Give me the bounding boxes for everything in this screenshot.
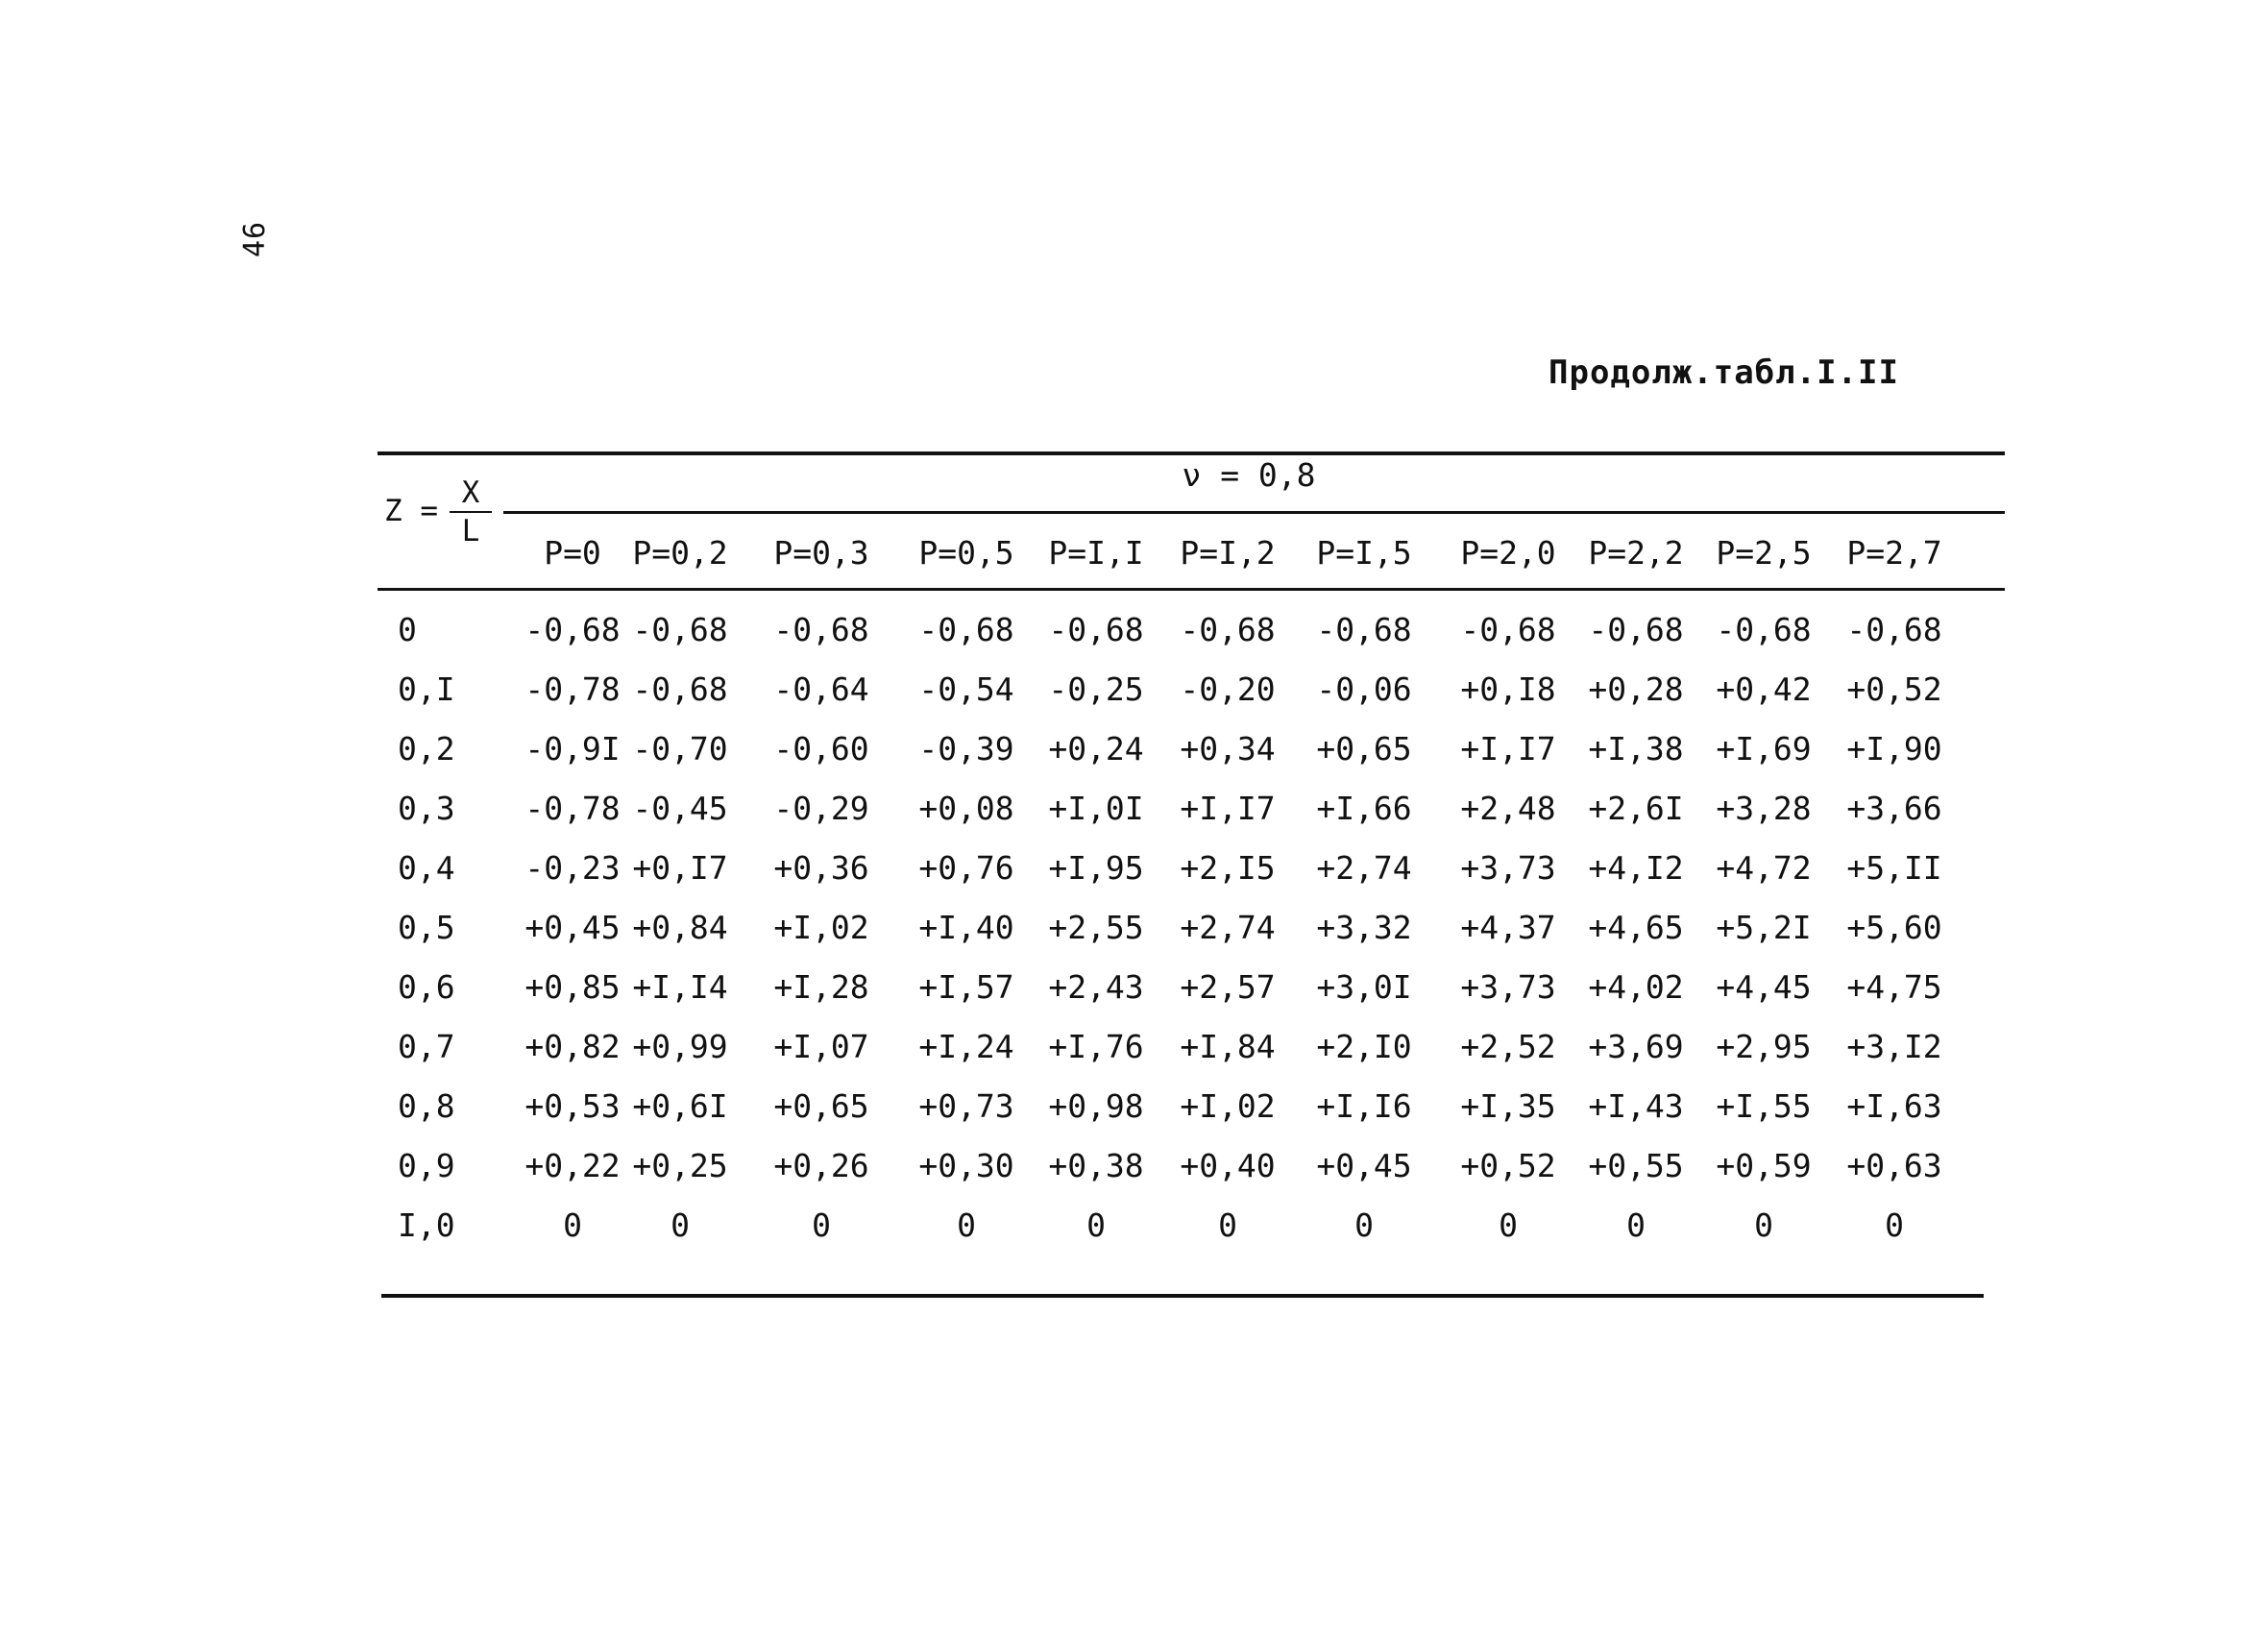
table-cell: +5,II	[1846, 849, 1942, 887]
table-cell: +2,I5	[1180, 849, 1276, 887]
table-cell: +5,2I	[1716, 909, 1812, 946]
table-cell: +0,73	[918, 1087, 1014, 1125]
table-cell: -0,9I	[524, 730, 621, 768]
table-cell: +2,48	[1460, 790, 1556, 827]
row-label: 0,2	[398, 730, 455, 768]
table-cell: 0	[1354, 1206, 1374, 1244]
table-cell: -0,68	[632, 670, 728, 708]
row-label: 0,8	[398, 1087, 455, 1125]
stub-fraction	[450, 476, 492, 548]
row-label: 0,5	[398, 909, 455, 946]
table-cell: +2,I0	[1316, 1028, 1412, 1065]
table-cell: +0,99	[632, 1028, 728, 1065]
table-cell: -0,78	[524, 670, 621, 708]
table-cell: +4,I2	[1588, 849, 1684, 887]
table-cell: +4,65	[1588, 909, 1684, 946]
table-cell: -0,68	[1846, 611, 1942, 648]
table-cell: +0,36	[773, 849, 869, 887]
table-cell: -0,68	[524, 611, 621, 648]
table-cell: +2,95	[1716, 1028, 1812, 1065]
column-header: P=2,0	[1460, 534, 1556, 572]
table-cell: +0,85	[524, 968, 621, 1006]
row-label: 0,3	[398, 790, 455, 827]
table-cell: +I,76	[1048, 1028, 1144, 1065]
table-cell: +I,84	[1180, 1028, 1276, 1065]
table-cell: +4,02	[1588, 968, 1684, 1006]
table-cell: -0,68	[1180, 611, 1276, 648]
table-cell: 0	[563, 1206, 582, 1244]
column-header-rule	[378, 588, 2005, 591]
table-cell: +3,0I	[1316, 968, 1412, 1006]
page-number: 46	[238, 220, 272, 257]
table-cell: -0,39	[918, 730, 1014, 768]
table-cell: +I,I7	[1180, 790, 1276, 827]
table-cell: +0,45	[1316, 1147, 1412, 1184]
table-cell: +0,84	[632, 909, 728, 946]
table-cell: +I,38	[1588, 730, 1684, 768]
table-cell: +3,I2	[1846, 1028, 1942, 1065]
column-header: P=2,5	[1716, 534, 1812, 572]
table-cell: -0,29	[773, 790, 869, 827]
table-cell: +2,74	[1180, 909, 1276, 946]
table-cell: -0,70	[632, 730, 728, 768]
table-cell: +2,43	[1048, 968, 1144, 1006]
table-cell: 0	[1885, 1206, 1904, 1244]
row-label: 0,7	[398, 1028, 455, 1065]
table-bottom-rule	[381, 1294, 1984, 1298]
column-header: P=2,7	[1846, 534, 1942, 572]
table-cell: 0	[957, 1206, 976, 1244]
table-cell: +I,66	[1316, 790, 1412, 827]
stub-variable: Z =	[384, 494, 438, 528]
column-header: P=I,I	[1048, 534, 1144, 572]
column-header: P=2,2	[1588, 534, 1684, 572]
table-cell: +0,59	[1716, 1147, 1812, 1184]
table-cell: +0,I7	[632, 849, 728, 887]
row-label: 0,4	[398, 849, 455, 887]
table-cell: +I,I6	[1316, 1087, 1412, 1125]
table-cell: +I,69	[1716, 730, 1812, 768]
column-header: P=I,2	[1180, 534, 1276, 572]
table-cell: +0,38	[1048, 1147, 1144, 1184]
stub-fraction-numerator: X	[461, 475, 480, 510]
table-cell: +I,35	[1460, 1087, 1556, 1125]
table-cell: -0,68	[1316, 611, 1412, 648]
table-cell: +0,53	[524, 1087, 621, 1125]
table-cell: +I,28	[773, 968, 869, 1006]
table-cell: +3,73	[1460, 849, 1556, 887]
table-cell: +2,74	[1316, 849, 1412, 887]
stub-header	[384, 475, 500, 548]
table-cell: 0	[1499, 1206, 1518, 1244]
table-cell: -0,68	[918, 611, 1014, 648]
row-label: 0,6	[398, 968, 455, 1006]
table-cell: 0	[671, 1206, 690, 1244]
table-cell: -0,78	[524, 790, 621, 827]
stub-fraction-denominator: L	[461, 514, 480, 548]
table-cell: +I,0I	[1048, 790, 1144, 827]
table-cell: +0,24	[1048, 730, 1144, 768]
stub-fraction-bar	[450, 511, 492, 513]
table-cell: 0	[1626, 1206, 1646, 1244]
table-cell: +0,22	[524, 1147, 621, 1184]
table-cell: 0	[812, 1206, 831, 1244]
table-cell: +0,25	[632, 1147, 728, 1184]
table-cell: +4,72	[1716, 849, 1812, 887]
table-cell: +I,55	[1716, 1087, 1812, 1125]
table-cell: -0,68	[1716, 611, 1812, 648]
table-cell: -0,60	[773, 730, 869, 768]
table-cell: +0,76	[918, 849, 1014, 887]
table-cell: +3,69	[1588, 1028, 1684, 1065]
column-header: P=0,5	[918, 534, 1014, 572]
row-label: 0	[398, 611, 417, 648]
table-cell: +I,02	[773, 909, 869, 946]
table-cell: +I,43	[1588, 1087, 1684, 1125]
table-cell: +2,52	[1460, 1028, 1556, 1065]
table-cell: +3,32	[1316, 909, 1412, 946]
table-cell: 0	[1218, 1206, 1237, 1244]
table-cell: +0,65	[1316, 730, 1412, 768]
table-cell: +I,I7	[1460, 730, 1556, 768]
table-cell: +I,02	[1180, 1087, 1276, 1125]
table-cell: -0,54	[918, 670, 1014, 708]
table-cell: -0,06	[1316, 670, 1412, 708]
table-cell: +4,45	[1716, 968, 1812, 1006]
table-cell: +I,57	[918, 968, 1014, 1006]
table-cell: +0,45	[524, 909, 621, 946]
table-cell: 0	[1086, 1206, 1106, 1244]
row-label: 0,9	[398, 1147, 455, 1184]
row-label: I,0	[398, 1206, 455, 1244]
table-cell: +0,65	[773, 1087, 869, 1125]
column-header: P=0,2	[632, 534, 728, 572]
table-cell: +2,6I	[1588, 790, 1684, 827]
table-cell: -0,68	[773, 611, 869, 648]
group-header-rule	[503, 511, 2005, 514]
table-cell: 0	[1754, 1206, 1773, 1244]
table-top-rule	[378, 451, 2005, 455]
table-cell: +4,75	[1846, 968, 1942, 1006]
table-cell: +0,26	[773, 1147, 869, 1184]
table-cell: +0,98	[1048, 1087, 1144, 1125]
table-cell: +0,34	[1180, 730, 1276, 768]
table-cell: +0,82	[524, 1028, 621, 1065]
table-cell: +0,08	[918, 790, 1014, 827]
table-cell: +4,37	[1460, 909, 1556, 946]
table-cell: +0,40	[1180, 1147, 1276, 1184]
table-cell: +0,55	[1588, 1147, 1684, 1184]
table-cell: -0,25	[1048, 670, 1144, 708]
table-cell: -0,68	[1048, 611, 1144, 648]
table-cell: +I,24	[918, 1028, 1014, 1065]
table-cell: -0,68	[1460, 611, 1556, 648]
table-cell: +0,42	[1716, 670, 1812, 708]
row-label: 0,I	[398, 670, 455, 708]
table-cell: +3,73	[1460, 968, 1556, 1006]
table-cell: +2,55	[1048, 909, 1144, 946]
group-header: ν = 0,8	[1182, 456, 1316, 494]
table-cell: +I,90	[1846, 730, 1942, 768]
table-cell: +3,66	[1846, 790, 1942, 827]
table-cell: -0,68	[632, 611, 728, 648]
column-header: P=0	[544, 534, 601, 572]
table-cell: +2,57	[1180, 968, 1276, 1006]
table-cell: +0,30	[918, 1147, 1014, 1184]
table-cell: +0,28	[1588, 670, 1684, 708]
table-cell: -0,68	[1588, 611, 1684, 648]
column-header: P=I,5	[1316, 534, 1412, 572]
table-cell: +0,52	[1846, 670, 1942, 708]
table-cell: +3,28	[1716, 790, 1812, 827]
table-cell: -0,20	[1180, 670, 1276, 708]
table-cell: +I,07	[773, 1028, 869, 1065]
table-cell: -0,64	[773, 670, 869, 708]
table-continuation-title: Продолж.табл.I.II	[1549, 353, 1899, 392]
table-cell: +0,52	[1460, 1147, 1556, 1184]
table-cell: +0,63	[1846, 1147, 1942, 1184]
table-cell: -0,23	[524, 849, 621, 887]
table-cell: +I,I4	[632, 968, 728, 1006]
table-cell: +I,95	[1048, 849, 1144, 887]
table-cell: +0,I8	[1460, 670, 1556, 708]
table-cell: -0,45	[632, 790, 728, 827]
column-header: P=0,3	[773, 534, 869, 572]
table-cell: +5,60	[1846, 909, 1942, 946]
table-cell: +I,63	[1846, 1087, 1942, 1125]
table-cell: +I,40	[918, 909, 1014, 946]
table-cell: +0,6I	[632, 1087, 728, 1125]
